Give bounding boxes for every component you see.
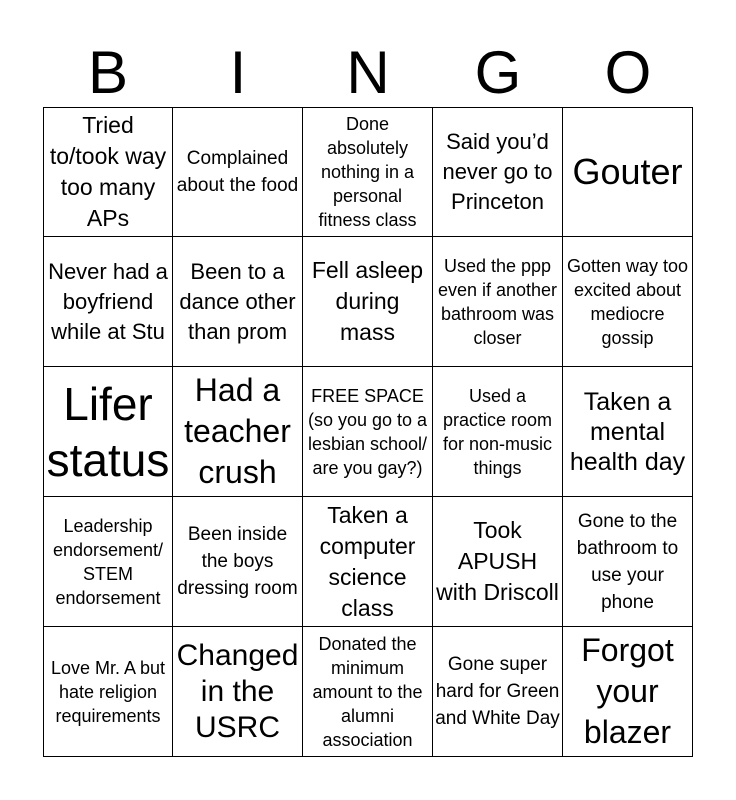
bingo-cell-r5c5[interactable]: Forgot your blazer [563, 627, 693, 757]
bingo-cell-r1c5[interactable]: Gouter [563, 107, 693, 237]
bingo-cell-r3c5[interactable]: Taken a mental health day [563, 367, 693, 497]
bingo-cell-r2c5[interactable]: Gotten way too excited about mediocre gossip [563, 237, 693, 367]
bingo-cell-r4c2[interactable]: Been inside the boys dressing room [173, 497, 303, 627]
bingo-cell-r5c1[interactable]: Love Mr. A but hate religion requirements [43, 627, 173, 757]
header-letter-b: B [87, 39, 129, 106]
bingo-cell-r5c2[interactable]: Changed in the USRC [173, 627, 303, 757]
bingo-cell-r3c3-free-space[interactable]: FREE SPACE (so you go to a lesbian school/ are you gay?) [303, 367, 433, 497]
bingo-cell-r5c4[interactable]: Gone super hard for Green and White Day [433, 627, 563, 757]
bingo-cell-r1c4[interactable]: Said you’d never go to Princeton [433, 107, 563, 237]
bingo-header [43, 40, 693, 106]
bingo-cell-r2c1[interactable]: Never had a boyfriend while at Stu [43, 237, 173, 367]
bingo-cell-r4c3[interactable]: Taken a computer science class [303, 497, 433, 627]
bingo-cell-r2c2[interactable]: Been to a dance other than prom [173, 237, 303, 367]
header-letter-n: N [346, 39, 390, 106]
header-letter-o: O [604, 39, 652, 106]
bingo-cell-r1c3[interactable]: Done absolutely nothing in a personal fitness class [303, 107, 433, 237]
bingo-cell-r4c4[interactable]: Took APUSH with Driscoll [433, 497, 563, 627]
bingo-cell-r3c2[interactable]: Had a teacher crush [173, 367, 303, 497]
bingo-cell-r2c3[interactable]: Fell asleep during mass [303, 237, 433, 367]
bingo-cell-r1c2[interactable]: Complained about the food [173, 107, 303, 237]
bingo-cell-r3c4[interactable]: Used a practice room for non-music things [433, 367, 563, 497]
bingo-cell-r3c1[interactable]: Lifer status [43, 367, 173, 497]
bingo-cell-r1c1[interactable]: Tried to/took way too many APs [43, 107, 173, 237]
header-letter-g: G [474, 39, 522, 106]
bingo-cell-r4c5[interactable]: Gone to the bathroom to use your phone [563, 497, 693, 627]
header-letter-i: I [229, 39, 247, 106]
bingo-cell-r5c3[interactable]: Donated the minimum amount to the alumni association [303, 627, 433, 757]
bingo-cell-r2c4[interactable]: Used the ppp even if another bathroom was closer [433, 237, 563, 367]
bingo-board [43, 107, 693, 757]
bingo-cell-r4c1[interactable]: Leadership endorsement/ STEM endorsement [43, 497, 173, 627]
